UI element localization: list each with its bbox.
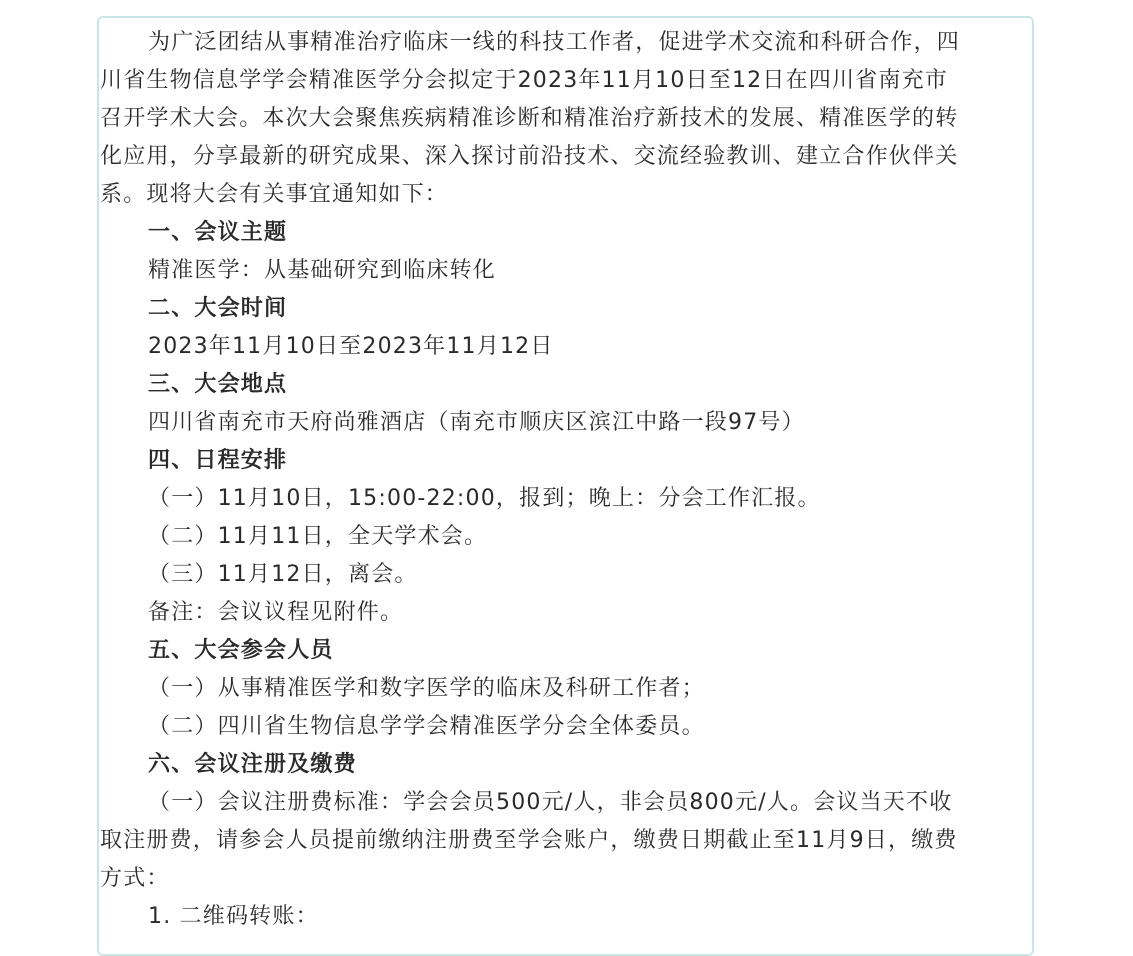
section-heading-time: 二、大会时间 xyxy=(148,296,288,321)
section-heading-registration: 六、会议注册及缴费 xyxy=(148,752,357,777)
section-heading-location: 三、大会地点 xyxy=(148,372,288,397)
section-text-theme: 精准医学：从基础研究到临床转化 xyxy=(148,258,497,283)
section-heading-attendees: 五、大会参会人员 xyxy=(148,638,334,663)
attendee-item-2: （二）四川省生物信息学学会精准医学分会全体委员。 xyxy=(148,714,705,739)
intro-line-1: 为广泛团结从事精准治疗临床一线的科技工作者，促进学术交流和科研合作，四 xyxy=(148,30,961,55)
intro-line-5: 系。现将大会有关事宜通知如下： xyxy=(100,182,449,207)
registration-sub-item-1: 1. 二维码转账： xyxy=(148,904,319,929)
section-text-time: 2023年11月10日至2023年11月12日 xyxy=(148,334,554,359)
registration-line-3: 方式： xyxy=(100,866,170,891)
section-heading-schedule: 四、日程安排 xyxy=(148,448,288,473)
intro-line-3: 召开学术大会。本次大会聚焦疾病精准诊断和精准治疗新技术的发展、精准医学的转 xyxy=(100,106,959,131)
schedule-item-1: （一）11月10日，15:00-22:00，报到；晚上：分会工作汇报。 xyxy=(148,486,821,511)
intro-line-4: 化应用，分享最新的研究成果、深入探讨前沿技术、交流经验教训、建立合作伙伴关 xyxy=(100,144,959,169)
section-heading-theme: 一、会议主题 xyxy=(148,220,288,245)
attendee-item-1: （一）从事精准医学和数字医学的临床及科研工作者； xyxy=(148,676,705,701)
registration-line-1: （一）会议注册费标准：学会会员500元/人，非会员800元/人。会议当天不收 xyxy=(148,790,953,815)
schedule-item-3: （三）11月12日，离会。 xyxy=(148,562,418,587)
schedule-item-2: （二）11月11日，全天学术会。 xyxy=(148,524,488,549)
registration-line-2: 取注册费，请参会人员提前缴纳注册费至学会账户，缴费日期截止至11月9日，缴费 xyxy=(100,828,958,853)
schedule-note: 备注：会议议程见附件。 xyxy=(148,600,404,625)
section-text-location: 四川省南充市天府尚雅酒店（南充市顺庆区滨江中路一段97号） xyxy=(148,410,805,435)
intro-line-2: 川省生物信息学学会精准医学分会拟定于2023年11月10日至12日在四川省南充市 xyxy=(100,68,948,93)
